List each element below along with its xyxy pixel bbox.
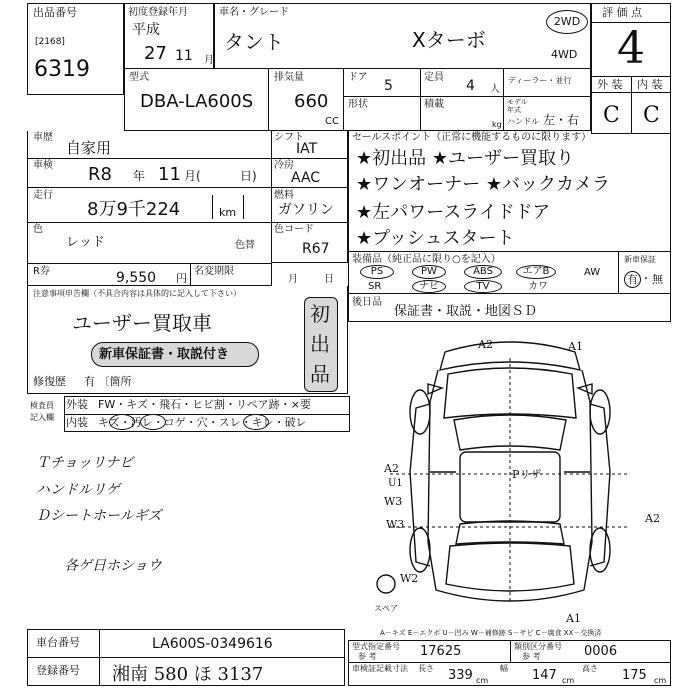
warranty-yes-circled: 有 bbox=[624, 271, 641, 288]
mileage-km: km bbox=[219, 206, 237, 219]
model-value: DBA-LA600S bbox=[140, 91, 254, 112]
color-label: 色 bbox=[33, 224, 43, 235]
name-change-label: 名変期限 bbox=[194, 266, 234, 277]
class-number-ref: 参 考 bbox=[522, 652, 541, 661]
inspector-label: 検査員 記入欄 bbox=[30, 401, 54, 422]
equip-navi: ナビ bbox=[412, 280, 446, 293]
equip-pw: PW bbox=[412, 265, 446, 279]
first-listing-1: 初 bbox=[310, 302, 330, 326]
drive-4wd: 4WD bbox=[551, 48, 578, 61]
plate-label: 登録番号 bbox=[36, 664, 80, 677]
length-label: 車検証記載寸法 bbox=[352, 664, 408, 673]
repair-value: 有 〔箇所 bbox=[84, 375, 132, 388]
equip-ps: PS bbox=[360, 265, 394, 279]
lot-sub: [2168] bbox=[35, 37, 65, 47]
mileage-label: 走行 bbox=[33, 190, 53, 201]
mark-a1-front-right: A1 bbox=[568, 340, 583, 353]
inspector-interior-items: キズ・汚レ・コゲ・穴・スレ・キレ・破レ bbox=[98, 416, 307, 429]
displacement-value: 660 bbox=[294, 91, 329, 112]
color-code-label: 色コード bbox=[274, 224, 314, 235]
width-label: 幅 bbox=[500, 664, 508, 673]
stain-circle bbox=[140, 414, 166, 430]
inspector-exterior-label: 外装 bbox=[66, 398, 88, 411]
warranty-no: 無 bbox=[652, 273, 663, 286]
class-number-label: 類別区分番号 bbox=[514, 642, 562, 651]
inspection-label: 車検 bbox=[33, 160, 53, 171]
shift-value: IAT bbox=[296, 141, 318, 157]
exterior-label: 外 装 bbox=[597, 78, 623, 91]
score-label: 評 価 点 bbox=[602, 6, 642, 19]
inspection-era: R8 bbox=[88, 164, 112, 185]
yen-unit: 円 bbox=[176, 272, 187, 285]
equip-aw: AW bbox=[584, 267, 601, 278]
mark-a2-front-left: A2 bbox=[478, 338, 493, 351]
selling-points-label: セールスポイント（正常に機能するものに限ります） bbox=[352, 132, 592, 143]
hand-note-3: Ｄシートホールギズ bbox=[36, 508, 162, 524]
reg-month: 11 bbox=[175, 48, 193, 64]
model-year-label: モデル 年式 bbox=[507, 98, 528, 114]
model-label: 型式 bbox=[129, 72, 149, 83]
documents-value: 保証書・取説・地図ＳＤ bbox=[394, 304, 538, 319]
selling-point-3: ★左パワースライドドア bbox=[356, 202, 551, 223]
selling-point-1: ★初出品 ★ユーザー買取り bbox=[356, 148, 574, 169]
shift-label: シフト bbox=[274, 132, 304, 143]
warranty-badge-text: 新車保証書・取説付き bbox=[99, 347, 230, 362]
equip-abs: ABS bbox=[464, 265, 502, 279]
documents-label: 後日品 bbox=[352, 297, 382, 308]
inspection-month-unit: 月( bbox=[184, 169, 201, 183]
displacement-label: 排気量 bbox=[274, 72, 304, 83]
caution-box bbox=[27, 286, 348, 394]
mark-a2-left: A2 bbox=[384, 462, 399, 475]
inspection-year-unit: 年 bbox=[133, 169, 146, 183]
mark-spare: スペア bbox=[374, 604, 398, 613]
width-unit: cm bbox=[562, 676, 575, 685]
user-buyback: ユーザー買取車 bbox=[72, 311, 212, 335]
fuel-label: 燃料 bbox=[274, 190, 294, 201]
doors-label: ドア bbox=[348, 72, 368, 83]
name-grade-label: 車名・グレード bbox=[219, 7, 289, 18]
mark-a1-rear: A1 bbox=[566, 612, 581, 625]
inspection-day-unit: 日) bbox=[240, 169, 257, 183]
name-change-month: 月 bbox=[288, 274, 298, 285]
equip-leather: カワ bbox=[528, 281, 548, 292]
reg-era: 平成 bbox=[132, 22, 160, 38]
class-number-value: 0006 bbox=[584, 644, 618, 659]
shape-label: 形状 bbox=[348, 99, 368, 110]
first-reg-label: 初度登録年月 bbox=[128, 7, 188, 18]
equipment-label: 装備品（純正品に限り○を記入） bbox=[352, 254, 501, 265]
score-value: 4 bbox=[617, 23, 645, 74]
plate-value: 湘南 580 ほ 3137 bbox=[112, 664, 264, 685]
height-value: 175 bbox=[622, 668, 647, 683]
damage-legend: A－キズ E－エクボ U－凹み W－補修跡 S－サビ C－腐食 XX－交換済 bbox=[380, 629, 602, 637]
new-warranty-label: 新車保証 bbox=[624, 255, 656, 264]
length-value: 339 bbox=[448, 668, 473, 683]
hand-note-2: ハンドルリゲ bbox=[36, 482, 120, 498]
load-label: 積載 bbox=[424, 99, 444, 110]
person-unit: 人 bbox=[490, 84, 500, 95]
interior-grade: C bbox=[643, 103, 660, 128]
mileage-value: 8万9千224 bbox=[87, 199, 181, 220]
selling-point-2: ★ワンオーナー ★バックカメラ bbox=[356, 174, 610, 195]
capacity-label: 定員 bbox=[424, 72, 444, 83]
interior-label: 内 装 bbox=[637, 78, 663, 91]
car-name: タント bbox=[224, 30, 284, 54]
chassis-value: LA600S-0349616 bbox=[152, 636, 273, 652]
first-listing-2: 出 bbox=[310, 332, 330, 356]
mark-a2-right: A2 bbox=[645, 512, 660, 525]
color-value: レッド bbox=[66, 235, 105, 250]
inspector-interior-label: 内装 bbox=[66, 416, 88, 429]
capacity-value: 4 bbox=[466, 78, 475, 94]
color-code-value: R67 bbox=[302, 241, 330, 257]
scratch-circle bbox=[109, 414, 135, 430]
warranty-sep: ・ bbox=[641, 274, 651, 285]
lot-number: 6319 bbox=[34, 57, 90, 82]
mark-roof: Pリザ bbox=[512, 468, 542, 481]
repair-label: 修復歴 bbox=[33, 375, 66, 388]
inspector-exterior-items: FW・キズ・飛石・ヒビ割・リペア跡・×要 bbox=[98, 398, 311, 411]
hand-note-1: Ｔチョッリナビ bbox=[36, 455, 134, 471]
reg-month-unit: 月 bbox=[204, 55, 214, 66]
recycle-amount: 9,550 bbox=[116, 270, 157, 286]
model-designation-label: 型式指定番号 bbox=[352, 642, 400, 651]
selling-point-4: ★プッシュスタート bbox=[356, 228, 515, 249]
cc-unit: CC bbox=[325, 116, 339, 127]
height-label: 高さ bbox=[582, 664, 598, 673]
car-grade: Xターボ bbox=[412, 28, 486, 52]
first-listing-3: 品 bbox=[310, 362, 330, 386]
fuel-value: ガソリン bbox=[278, 202, 334, 218]
recycle-label: R券 bbox=[33, 266, 50, 277]
history-label: 車歴 bbox=[33, 132, 53, 143]
chassis-label: 車台番号 bbox=[36, 636, 80, 649]
equip-airbag: エアB bbox=[516, 265, 556, 279]
width-value: 147 bbox=[532, 668, 557, 683]
length-unit: cm bbox=[476, 676, 489, 685]
kg-unit: kg bbox=[492, 120, 502, 129]
mark-u1-left: U1 bbox=[388, 478, 403, 489]
lot-label: 出品番号 bbox=[33, 6, 77, 19]
equip-sr: SR bbox=[368, 281, 382, 292]
model-designation-value: 17625 bbox=[420, 644, 462, 659]
ac-value: AAC bbox=[291, 170, 321, 186]
drive-2wd-circled: 2WD bbox=[546, 10, 588, 34]
caution-label: 注意事項申告欄（不具合内容は具体的に記入して下さい） bbox=[33, 289, 241, 298]
length-sub: 長さ bbox=[418, 664, 434, 673]
model-designation-ref: 参 考 bbox=[358, 652, 377, 661]
reg-year: 27 bbox=[144, 43, 167, 64]
height-unit: cm bbox=[654, 676, 667, 685]
equip-tv: TV bbox=[464, 280, 502, 293]
color-replace-label: 色替 bbox=[235, 240, 255, 251]
handle-value: 左・右 bbox=[543, 113, 580, 127]
wear-circle bbox=[243, 414, 269, 430]
mark-w2-left: W2 bbox=[400, 572, 419, 585]
mark-w3-left-2: W3 bbox=[386, 518, 405, 531]
history-value: 自家用 bbox=[66, 139, 112, 157]
inspection-month: 11 bbox=[158, 164, 181, 185]
exterior-grade: C bbox=[603, 103, 620, 128]
doors-value: 5 bbox=[384, 78, 393, 94]
mark-w3-left-1: W3 bbox=[384, 495, 403, 508]
hand-note-4: 各ゲ日ホショウ bbox=[64, 558, 162, 574]
ac-label: 冷房 bbox=[274, 160, 294, 171]
handle-label: ハンドル bbox=[507, 117, 539, 126]
dealer-label: ディーラー・並行 bbox=[508, 76, 572, 85]
name-change-day: 日 bbox=[324, 274, 334, 285]
